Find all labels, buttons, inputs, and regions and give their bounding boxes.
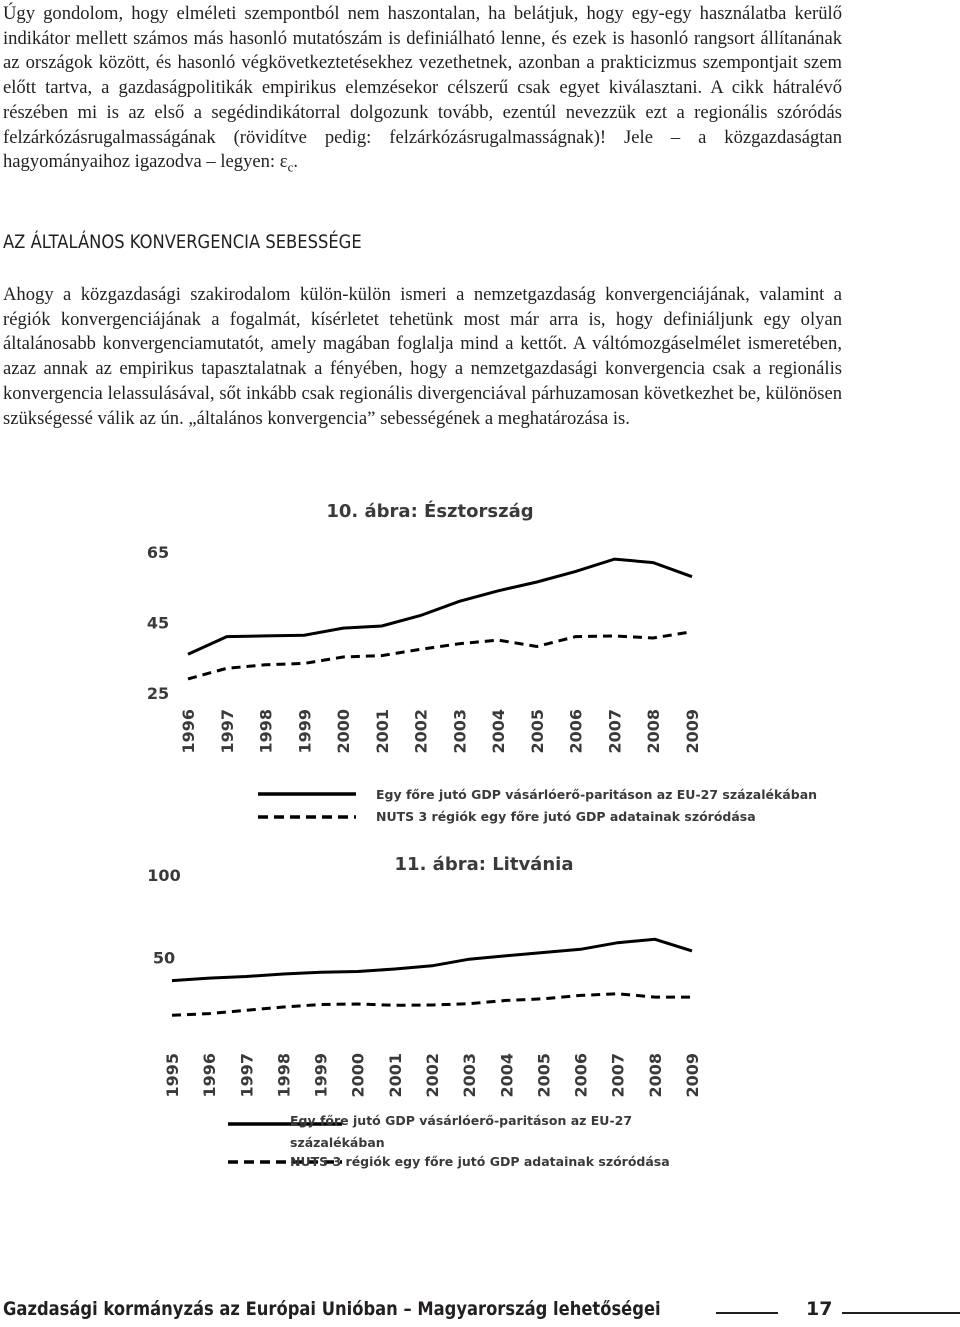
series-gdp-line <box>172 939 692 980</box>
x-tick-label: 2008 <box>644 709 664 754</box>
section-heading: AZ ÁLTALÁNOS KONVERGENCIA SEBESSÉGE <box>3 231 362 253</box>
x-tick-label: 1999 <box>311 1053 331 1098</box>
legend-dashed-label: NUTS 3 régiók egy főre jutó GDP adatainak szóródása <box>376 809 756 824</box>
y-tick-label: 50 <box>152 948 176 968</box>
x-tick-label: 2009 <box>683 709 702 754</box>
chart-title: 11. ábra: Litvánia <box>394 854 574 875</box>
x-tick-label: 2004 <box>497 1053 517 1098</box>
x-tick-label: 2006 <box>566 709 586 754</box>
epsilon-subscript: c <box>287 159 294 175</box>
x-tick-label: 2001 <box>385 1053 405 1098</box>
x-tick-label: 1998 <box>256 709 276 754</box>
series-dispersion-line <box>188 632 692 679</box>
x-tick-label: 2005 <box>534 1053 554 1098</box>
intro-end: . <box>293 151 298 173</box>
x-tick-label: 2000 <box>334 709 354 754</box>
y-tick-label: 100 <box>147 866 181 885</box>
x-tick-label: 2004 <box>489 709 509 754</box>
footer-rule-right <box>842 1312 960 1314</box>
x-tick-label: 1998 <box>274 1053 294 1098</box>
x-tick-label: 1996 <box>179 709 198 754</box>
y-tick-label: 45 <box>146 613 170 633</box>
intro-text: Úgy gondolom, hogy elméleti szempontból nem haszontalan, ha belátjuk, hogy egy-egy használatba kerülő indikátor mellett számos más hasonló mutatószám is definiálható lenne, és ezek is hasonló rangsort állítanának az országok között, és hasonló végkövetkeztetésekhez vezethetnek, azonban a prakticizmus szempontjait szem előtt tartva, a gazdaságpolitikák empirikus elemzésekor célszerű csak egyet kiválasztani. A cikk hátralévő részében mi is az első a segédindikátorral dolgozunk tovább, ezentúl nevezzük ezt a regionális szóródás felzárkózásrugalmasságának (rövidítve pedig: felzárkózásrugalmasságnak)! Jele – a közgazdaságtan hagyományaihoz igazodva – legyen: ε <box>3 3 842 173</box>
x-tick-label: 2003 <box>450 709 470 754</box>
legend-solid-label: Egy főre jutó GDP vásárlóerő-paritáson az EU-27 <box>290 1113 633 1128</box>
x-tick-label: 1997 <box>237 1053 257 1098</box>
x-tick-label: 2009 <box>683 1053 702 1098</box>
chart-estonia <box>120 495 818 835</box>
x-tick-label: 2002 <box>423 1053 442 1098</box>
series-dispersion-line <box>172 994 692 1016</box>
page-footer <box>0 1296 960 1326</box>
legend-dashed-label: NUTS 3 régiók egy főre jutó GDP adatainak szóródása <box>290 1154 670 1169</box>
series-gdp-line <box>188 559 692 654</box>
x-tick-label: 1995 <box>163 1053 182 1098</box>
legend-solid-label: Egy főre jutó GDP vásárlóerő-paritáson az EU-27 százalékában <box>376 787 818 802</box>
x-tick-label: 2005 <box>527 709 547 754</box>
footer-title: Gazdasági kormányzás az Európai Unióban – Magyarország lehetőségei <box>3 1298 661 1320</box>
x-tick-label: 2003 <box>460 1053 480 1098</box>
y-tick-label: 25 <box>146 684 170 703</box>
x-tick-label: 2001 <box>372 709 392 754</box>
x-tick-label: 1999 <box>295 709 315 754</box>
body-paragraph: Ahogy a közgazdasági szakirodalom külön-külön ismeri a nemzetgazdaság konvergenciájának, valamint a régiók konvergenciájának a fogalmát, kísérletet tehetünk most már arra is, hogy definiáljunk egy olyan általánosabb konvergenciamutatót, amely magában foglalja mind a kettőt. A váltómozgáselmélet ismeretében, azaz annak az empirikus tapasztalatnak a fényében, hogy a nemzetgazdasági konvergencia csak a regionális konvergencia lelassulásával, sőt inkább csak regionális divergenciával párhuzamosan következhet be, különösen szükségessé válik az ún. „általános konvergencia” sebességének a meghatározása is. <box>3 284 842 429</box>
x-tick-label: 1996 <box>200 1053 220 1098</box>
intro-paragraph <box>3 2 842 181</box>
x-tick-label: 2007 <box>608 1053 628 1098</box>
page-number: 17 <box>806 1298 833 1320</box>
x-tick-label: 2006 <box>571 1053 591 1098</box>
x-tick-label: 2002 <box>411 709 431 754</box>
y-tick-label: 65 <box>146 543 170 562</box>
legend-solid-label-2: százalékában <box>290 1135 385 1150</box>
x-tick-label: 1997 <box>217 709 237 754</box>
chart-lithuania <box>120 850 740 1180</box>
footer-rule-left <box>716 1312 778 1314</box>
x-tick-label: 2007 <box>605 709 625 754</box>
x-tick-label: 2008 <box>645 1053 665 1098</box>
chart-title: 10. ábra: Észtország <box>326 501 534 522</box>
x-tick-label: 2000 <box>348 1053 368 1098</box>
